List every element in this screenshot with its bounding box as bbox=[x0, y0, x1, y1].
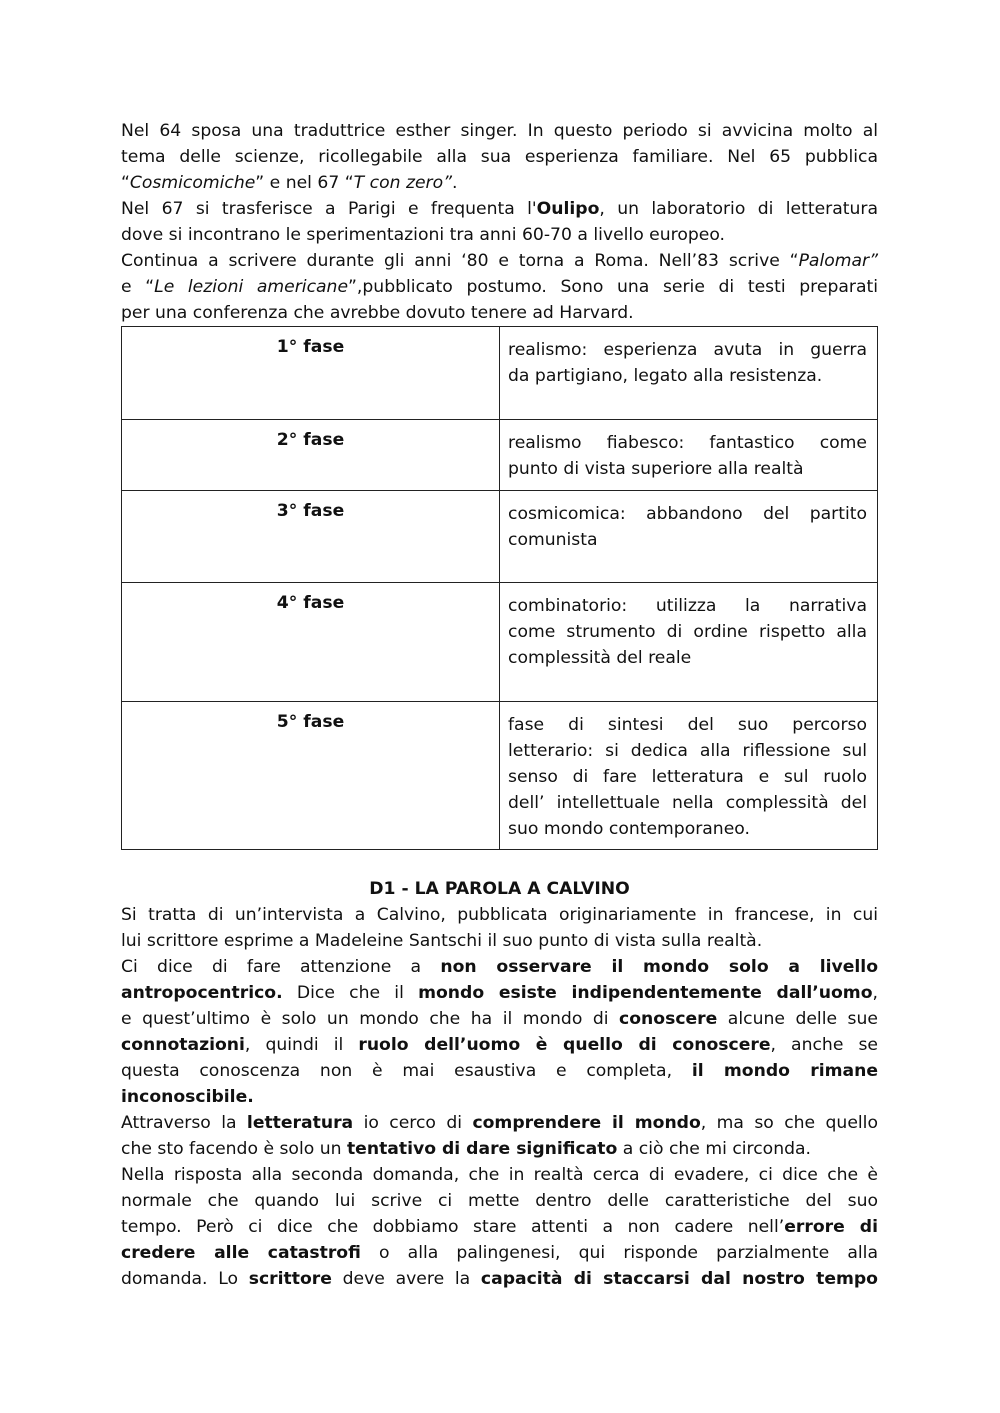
text-line: che sto facendo è solo un tentativo di dare significato a ciò che mi circonda. bbox=[121, 1139, 812, 1159]
text-line: inconoscibile. bbox=[121, 1087, 254, 1107]
intro-paragraph bbox=[121, 118, 878, 326]
table-row bbox=[122, 702, 878, 850]
text-line: connotazioni, quindi il ruolo dell’uomo è quello di conoscere, anche se bbox=[121, 1035, 878, 1055]
text-line: e “Le lezioni americane”,pubblicato postumo. Sono una serie di testi preparati bbox=[121, 277, 878, 297]
text-line: Nella risposta alla seconda domanda, che in realtà cerca di evadere, ci dice che è bbox=[121, 1165, 878, 1185]
text-line: dove si incontrano le sperimentazioni tra anni 60-70 a livello europeo. bbox=[121, 225, 726, 245]
phase-description: realismo: esperienza avuta in guerra da partigiano, legato alla resistenza. bbox=[500, 327, 878, 420]
text-line: tempo. Però ci dice che dobbiamo stare attenti a non cadere nell’errore di bbox=[121, 1217, 878, 1237]
phase-label: 4° fase bbox=[122, 583, 500, 702]
phase-label: 5° fase bbox=[122, 702, 500, 850]
section-title: D1 - LA PAROLA A CALVINO bbox=[369, 879, 630, 899]
phase-description: cosmicomica: abbandono del partito comunista bbox=[500, 491, 878, 583]
document-page bbox=[121, 118, 878, 1292]
table-row bbox=[122, 583, 878, 702]
phase-label: 2° fase bbox=[122, 420, 500, 491]
text-line: Continua a scrivere durante gli anni ‘80 e torna a Roma. Nell’83 scrive “Palomar” bbox=[121, 251, 878, 271]
text-line: Nel 64 sposa una traduttrice esther singer. In questo periodo si avvicina molto al bbox=[121, 121, 878, 141]
text-line: lui scrittore esprime a Madeleine Santschi il suo punto di vista sulla realtà. bbox=[121, 931, 763, 951]
phase-description: realismo fiabesco: fantastico come punto di vista superiore alla realtà bbox=[500, 420, 878, 491]
text-line: Si tratta di un’intervista a Calvino, pubblicata originariamente in francese, in cui bbox=[121, 905, 878, 925]
text-line: normale che quando lui scrive ci mette dentro delle caratteristiche del suo bbox=[121, 1191, 878, 1211]
text-line: per una conferenza che avrebbe dovuto tenere ad Harvard. bbox=[121, 303, 634, 323]
phase-description: combinatorio: utilizza la narrativa come strumento di ordine rispetto alla complessità del reale bbox=[500, 583, 878, 702]
text-line: tema delle scienze, ricollegabile alla sua esperienza familiare. Nel 65 pubblica bbox=[121, 147, 878, 167]
body-paragraph bbox=[121, 902, 878, 1292]
text-line: e quest’ultimo è solo un mondo che ha il mondo di conoscere alcune delle sue bbox=[121, 1009, 878, 1029]
phase-label: 3° fase bbox=[122, 491, 500, 583]
text-line: “Cosmicomiche” e nel 67 “T con zero”. bbox=[121, 173, 458, 193]
text-line: Attraverso la letteratura io cerco di comprendere il mondo, ma so che quello bbox=[121, 1113, 878, 1133]
text-line: credere alle catastrofi o alla palingenesi, qui risponde parzialmente alla bbox=[121, 1243, 878, 1263]
text-line: questa conoscenza non è mai esaustiva e completa, il mondo rimane bbox=[121, 1061, 878, 1081]
phases-table bbox=[121, 326, 878, 850]
table-row bbox=[122, 491, 878, 583]
table-row bbox=[122, 327, 878, 420]
text-line: antropocentrico. Dice che il mondo esiste indipendentemente dall’uomo, bbox=[121, 983, 878, 1003]
table-row bbox=[122, 420, 878, 491]
phase-description: fase di sintesi del suo percorso letterario: si dedica alla riflessione sul senso di fare letteratura e sul ruolo dell’ intellettuale nella complessità del suo mondo contemporaneo. bbox=[500, 702, 878, 850]
text-line: Ci dice di fare attenzione a non osservare il mondo solo a livello bbox=[121, 957, 878, 977]
phase-label: 1° fase bbox=[122, 327, 500, 420]
text-line: Nel 67 si trasferisce a Parigi e frequenta l'Oulipo, un laboratorio di letteratura bbox=[121, 199, 878, 219]
text-line: domanda. Lo scrittore deve avere la capacità di staccarsi dal nostro tempo bbox=[121, 1269, 878, 1289]
